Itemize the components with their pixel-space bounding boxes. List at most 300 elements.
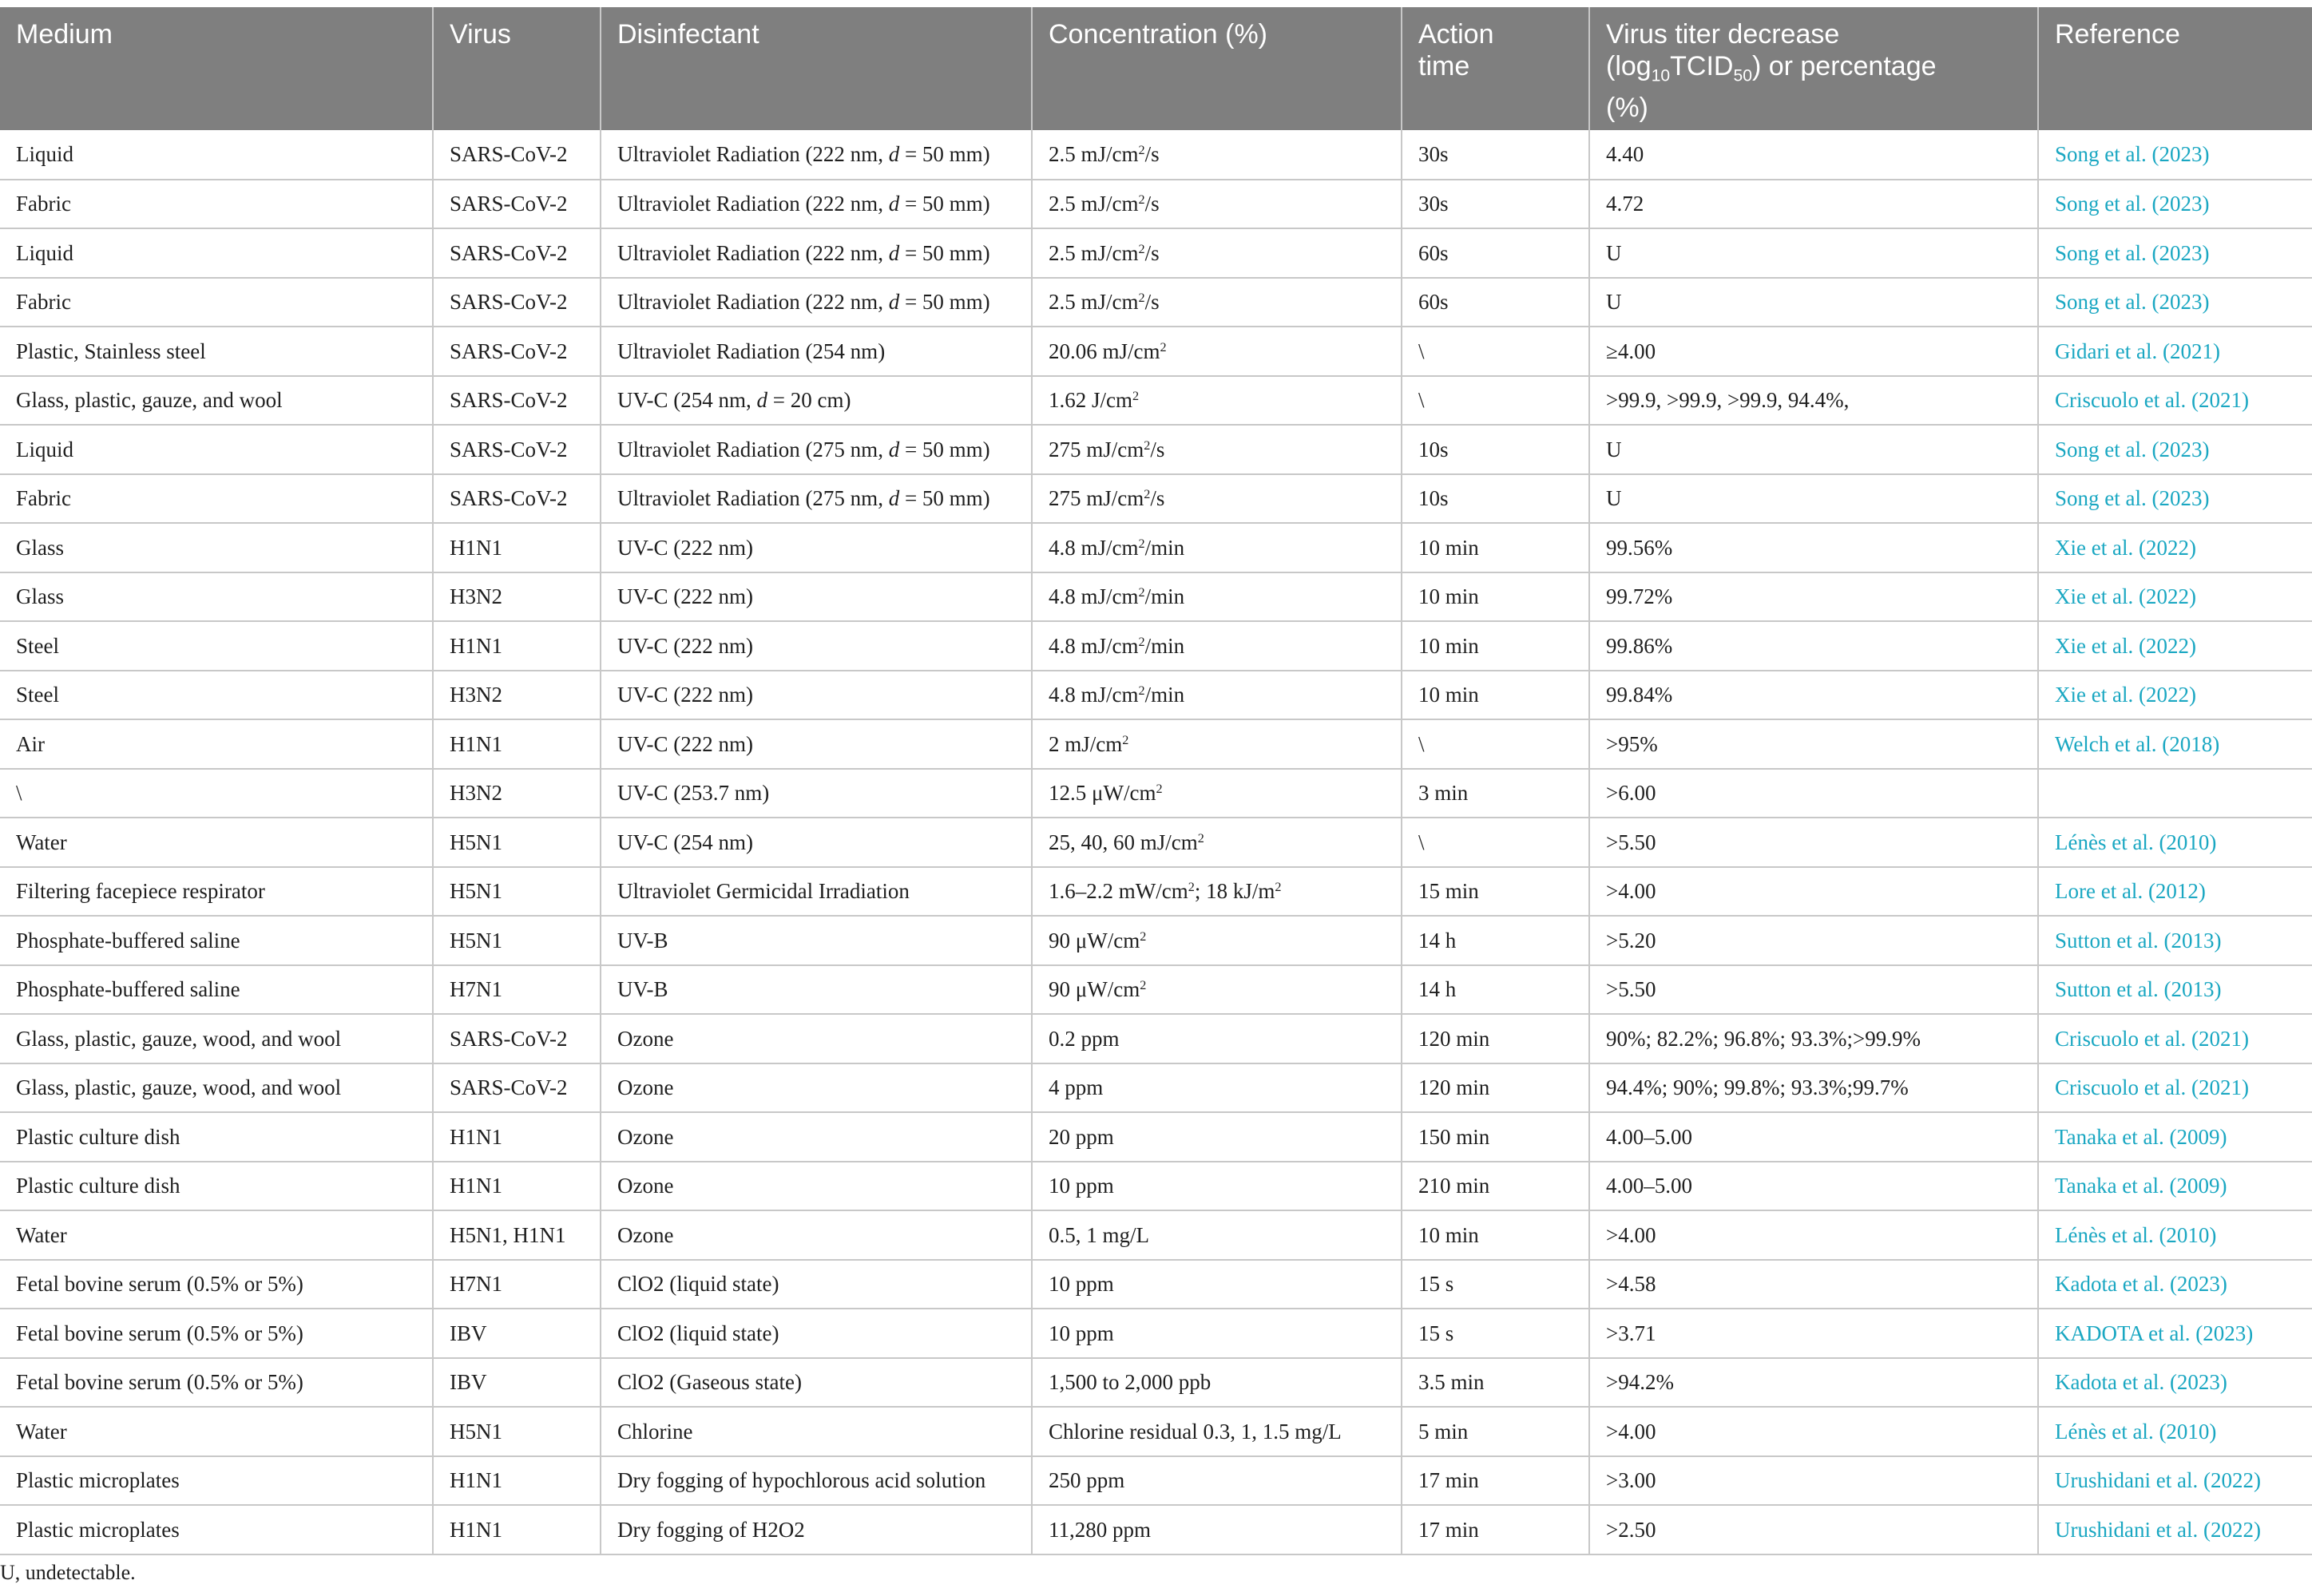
table-row [0, 1162, 2312, 1211]
disinfectant-text: ClO2 (liquid state) [617, 1321, 779, 1345]
cell-disinfectant [601, 327, 1032, 376]
disinfectant-text: UV-C (222 nm) [617, 633, 754, 658]
cell-disinfectant [601, 1358, 1032, 1408]
cell-virus: SARS-CoV-2 [433, 228, 601, 278]
cell-disinfectant [601, 130, 1032, 180]
cell-action-time: \ [1402, 719, 1589, 769]
table-row [0, 474, 2312, 524]
disinfectant-text: Ultraviolet Radiation (222 nm, [617, 142, 889, 167]
cell-titer-decrease: >6.00 [1589, 769, 2038, 818]
cell-virus: SARS-CoV-2 [433, 425, 601, 474]
disinfectant-text: UV-C (222 nm) [617, 535, 754, 560]
cell-disinfectant [601, 965, 1032, 1015]
disinfectant-text: Ultraviolet Radiation (222 nm, [617, 192, 889, 216]
cell-disinfectant [601, 278, 1032, 327]
cell-virus: H5N1, H1N1 [433, 1210, 601, 1260]
concentration-text: 250 ppm [1049, 1468, 1125, 1493]
cell-titer-decrease: 99.56% [1589, 523, 2038, 572]
cell-disinfectant [601, 1309, 1032, 1358]
concentration-text: 0.2 ppm [1049, 1026, 1120, 1051]
cell-medium: Steel [0, 621, 433, 671]
header-disinfectant: Disinfectant [601, 7, 1032, 130]
cell-medium: Glass, plastic, gauze, and wool [0, 376, 433, 426]
cell-concentration [1032, 1260, 1402, 1309]
table-body [0, 130, 2312, 1554]
cell-disinfectant [601, 671, 1032, 720]
disinfectant-text: UV-B [617, 928, 668, 952]
concentration-text: 11,280 ppm [1049, 1517, 1151, 1542]
cell-action-time: \ [1402, 327, 1589, 376]
header-virus: Virus [433, 7, 601, 130]
cell-virus: SARS-CoV-2 [433, 376, 601, 426]
disinfectant-text: UV-C (254 nm) [617, 830, 754, 854]
table-row [0, 916, 2312, 965]
disinfectant-text: Ultraviolet Radiation (254 nm) [617, 339, 886, 363]
cell-reference-link[interactable]: Song et al. (2023) [2038, 228, 2312, 278]
cell-action-time: 3 min [1402, 769, 1589, 818]
disinfectant-text: UV-C (253.7 nm) [617, 781, 770, 806]
disinfectant-text: ClO2 (Gaseous state) [617, 1370, 802, 1395]
concentration-exponent: 2 [1138, 241, 1145, 256]
cell-virus: H1N1 [433, 1505, 601, 1554]
disinfectant-text: Ultraviolet Radiation (275 nm, [617, 437, 889, 461]
cell-reference-link[interactable]: Song et al. (2023) [2038, 278, 2312, 327]
cell-reference-link [2038, 769, 2312, 818]
cell-reference-link[interactable]: Song et al. (2023) [2038, 130, 2312, 180]
cell-medium: Plastic culture dish [0, 1112, 433, 1162]
concentration-exponent: 2 [1138, 634, 1145, 649]
disinfectant-text: Ultraviolet Radiation (222 nm, [617, 290, 889, 315]
cell-medium: Air [0, 719, 433, 769]
cell-concentration [1032, 376, 1402, 426]
cell-concentration [1032, 474, 1402, 524]
cell-virus: H1N1 [433, 1112, 601, 1162]
cell-concentration [1032, 719, 1402, 769]
cell-virus: H5N1 [433, 1407, 601, 1456]
cell-concentration [1032, 965, 1402, 1015]
cell-titer-decrease: 99.86% [1589, 621, 2038, 671]
cell-disinfectant [601, 523, 1032, 572]
concentration-text: 2.5 mJ/cm [1049, 290, 1139, 315]
cell-medium: Liquid [0, 425, 433, 474]
cell-medium: Liquid [0, 130, 433, 180]
cell-medium: Fetal bovine serum (0.5% or 5%) [0, 1309, 433, 1358]
cell-disinfectant [601, 1112, 1032, 1162]
cell-reference-link[interactable]: Sutton et al. (2013) [2038, 965, 2312, 1015]
cell-titer-decrease: 90%; 82.2%; 96.8%; 93.3%;>99.9% [1589, 1014, 2038, 1063]
concentration-unit: /s [1150, 486, 1165, 511]
cell-titer-decrease: >4.00 [1589, 867, 2038, 917]
concentration-text: 10 ppm [1049, 1321, 1114, 1345]
concentration-text: 25, 40, 60 mJ/cm [1049, 830, 1198, 854]
disinfectant-text-end: = 50 mm) [899, 437, 990, 461]
concentration-exponent-2: 2 [1275, 880, 1282, 895]
cell-reference-link[interactable]: Xie et al. (2022) [2038, 523, 2312, 572]
concentration-exponent: 2 [1132, 389, 1140, 404]
cell-concentration [1032, 1407, 1402, 1456]
disinfectant-text: Ozone [617, 1124, 674, 1149]
disinfectant-text: Ozone [617, 1026, 674, 1051]
cell-titer-decrease: >94.2% [1589, 1358, 2038, 1408]
cell-virus: H1N1 [433, 719, 601, 769]
concentration-exponent: 2 [1138, 291, 1145, 306]
header-titer-line1: Virus titer decrease [1606, 19, 1840, 50]
disinfectant-text: Dry fogging of H2O2 [617, 1517, 805, 1542]
cell-concentration [1032, 523, 1402, 572]
table-row [0, 621, 2312, 671]
cell-reference-link[interactable]: Urushidani et al. (2022) [2038, 1456, 2312, 1506]
cell-reference-link[interactable]: Gidari et al. (2021) [2038, 327, 2312, 376]
table-row [0, 671, 2312, 720]
cell-titer-decrease: 4.72 [1589, 180, 2038, 229]
cell-reference-link[interactable]: Kadota et al. (2023) [2038, 1260, 2312, 1309]
cell-titer-decrease: U [1589, 425, 2038, 474]
table-row [0, 1309, 2312, 1358]
cell-concentration [1032, 130, 1402, 180]
cell-reference-link[interactable]: Lénès et al. (2010) [2038, 1210, 2312, 1260]
concentration-text: Chlorine residual 0.3, 1, 1.5 mg/L [1049, 1419, 1342, 1444]
disinfectant-text-end: = 50 mm) [899, 290, 990, 315]
cell-concentration [1032, 1358, 1402, 1408]
disinfectant-text: Dry fogging of hypochlorous acid solution [617, 1468, 986, 1493]
cell-action-time: 10s [1402, 425, 1589, 474]
cell-medium: Glass [0, 523, 433, 572]
table-row [0, 1210, 2312, 1260]
cell-titer-decrease: >95% [1589, 719, 2038, 769]
cell-medium: Plastic microplates [0, 1505, 433, 1554]
concentration-text: 1.6–2.2 mW/cm [1049, 879, 1188, 904]
cell-titer-decrease: ≥4.00 [1589, 327, 2038, 376]
cell-action-time: 14 h [1402, 965, 1589, 1015]
cell-medium: Water [0, 1407, 433, 1456]
distance-variable: d [888, 290, 900, 315]
concentration-unit: /s [1144, 240, 1160, 265]
table-row [0, 327, 2312, 376]
cell-action-time: 10 min [1402, 572, 1589, 622]
table-row [0, 867, 2312, 917]
header-row [0, 7, 2312, 130]
header-action-line1: Action [1418, 19, 1494, 50]
cell-medium: Fetal bovine serum (0.5% or 5%) [0, 1260, 433, 1309]
cell-concentration [1032, 1112, 1402, 1162]
cell-virus: IBV [433, 1309, 601, 1358]
disinfectant-text: UV-C (222 nm) [617, 731, 754, 756]
cell-action-time: \ [1402, 818, 1589, 867]
table-row [0, 425, 2312, 474]
cell-reference-link[interactable]: Lénès et al. (2010) [2038, 818, 2312, 867]
cell-medium: Glass [0, 572, 433, 622]
cell-reference-link[interactable]: Welch et al. (2018) [2038, 719, 2312, 769]
cell-action-time: 15 s [1402, 1309, 1589, 1358]
cell-action-time: \ [1402, 376, 1589, 426]
cell-virus: H5N1 [433, 818, 601, 867]
cell-titer-decrease: >5.20 [1589, 916, 2038, 965]
cell-action-time: 150 min [1402, 1112, 1589, 1162]
cell-reference-link[interactable]: Sutton et al. (2013) [2038, 916, 2312, 965]
cell-medium: Glass, plastic, gauze, wood, and wool [0, 1063, 433, 1113]
cell-virus: H7N1 [433, 1260, 601, 1309]
cell-reference-link[interactable]: KADOTA et al. (2023) [2038, 1309, 2312, 1358]
concentration-exponent: 2 [1140, 929, 1147, 944]
concentration-exponent: 2 [1138, 143, 1145, 158]
cell-concentration [1032, 228, 1402, 278]
cell-reference-link[interactable]: Tanaka et al. (2009) [2038, 1162, 2312, 1211]
disinfectant-text-end: = 50 mm) [899, 192, 990, 216]
cell-virus: H1N1 [433, 621, 601, 671]
cell-virus: H1N1 [433, 1162, 601, 1211]
cell-action-time: 30s [1402, 180, 1589, 229]
disinfectant-text: UV-B [617, 977, 668, 1002]
concentration-exponent: 2 [1138, 192, 1145, 208]
cell-concentration [1032, 327, 1402, 376]
cell-virus: H3N2 [433, 769, 601, 818]
cell-virus: H7N1 [433, 965, 601, 1015]
cell-medium: Plastic microplates [0, 1456, 433, 1506]
concentration-unit: /min [1144, 535, 1185, 560]
cell-concentration [1032, 1309, 1402, 1358]
cell-reference-link[interactable]: Xie et al. (2022) [2038, 621, 2312, 671]
distance-variable: d [888, 240, 900, 265]
concentration-unit: ; 18 kJ/m [1194, 879, 1275, 904]
cell-disinfectant [601, 1260, 1032, 1309]
cell-virus: H5N1 [433, 916, 601, 965]
cell-reference-link[interactable]: Song et al. (2023) [2038, 474, 2312, 524]
cell-concentration [1032, 1210, 1402, 1260]
concentration-text: 2.5 mJ/cm [1049, 142, 1139, 167]
distance-variable: d [888, 486, 900, 511]
cell-disinfectant [601, 1456, 1032, 1506]
table-row [0, 1260, 2312, 1309]
concentration-text: 4 ppm [1049, 1075, 1104, 1100]
cell-titer-decrease: 4.00–5.00 [1589, 1162, 2038, 1211]
concentration-exponent: 2 [1160, 339, 1167, 354]
concentration-unit: /s [1144, 192, 1160, 216]
header-titer-decrease [1589, 7, 2038, 130]
cell-disinfectant [601, 621, 1032, 671]
table-row [0, 376, 2312, 426]
cell-reference-link[interactable]: Kadota et al. (2023) [2038, 1358, 2312, 1408]
concentration-text: 4.8 mJ/cm [1049, 584, 1139, 609]
cell-medium: Fabric [0, 278, 433, 327]
cell-concentration [1032, 1063, 1402, 1113]
disinfectant-text-end: = 20 cm) [767, 388, 851, 413]
concentration-exponent: 2 [1144, 487, 1151, 502]
table-row [0, 769, 2312, 818]
disinfectant-text: Ozone [617, 1222, 674, 1247]
cell-reference-link[interactable]: Criscuolo et al. (2021) [2038, 1014, 2312, 1063]
concentration-text: 4.8 mJ/cm [1049, 683, 1139, 707]
disinfectant-text: ClO2 (liquid state) [617, 1272, 779, 1297]
cell-concentration [1032, 867, 1402, 917]
cell-action-time: 17 min [1402, 1456, 1589, 1506]
cell-titer-decrease: 4.40 [1589, 130, 2038, 180]
table-row [0, 228, 2312, 278]
cell-medium: \ [0, 769, 433, 818]
concentration-unit: /min [1144, 633, 1185, 658]
concentration-exponent: 2 [1122, 732, 1129, 747]
concentration-exponent: 2 [1138, 585, 1145, 600]
cell-action-time: 10 min [1402, 671, 1589, 720]
header-reference: Reference [2038, 7, 2312, 130]
cell-reference-link[interactable]: Song et al. (2023) [2038, 180, 2312, 229]
cell-disinfectant [601, 228, 1032, 278]
concentration-text: 12.5 μW/cm [1049, 781, 1156, 806]
cell-disinfectant [601, 719, 1032, 769]
cell-reference-link[interactable]: Tanaka et al. (2009) [2038, 1112, 2312, 1162]
concentration-text: 90 μW/cm [1049, 928, 1140, 952]
cell-concentration [1032, 278, 1402, 327]
cell-concentration [1032, 769, 1402, 818]
cell-disinfectant [601, 867, 1032, 917]
table-row [0, 1014, 2312, 1063]
concentration-text: 2 mJ/cm [1049, 731, 1123, 756]
cell-action-time: 14 h [1402, 916, 1589, 965]
cell-titer-decrease: 94.4%; 90%; 99.8%; 93.3%;99.7% [1589, 1063, 2038, 1113]
cell-virus: H3N2 [433, 572, 601, 622]
distance-variable: d [888, 192, 900, 216]
disinfectant-text: UV-C (222 nm) [617, 683, 754, 707]
concentration-text: 90 μW/cm [1049, 977, 1140, 1002]
distance-variable: d [888, 437, 900, 461]
cell-titer-decrease: U [1589, 228, 2038, 278]
concentration-text: 20 ppm [1049, 1124, 1114, 1149]
disinfectant-text: Ultraviolet Germicidal Irradiation [617, 879, 910, 904]
table-row [0, 180, 2312, 229]
cell-reference-link[interactable]: Urushidani et al. (2022) [2038, 1505, 2312, 1554]
table-row [0, 818, 2312, 867]
header-titer-sub2: 50 [1733, 66, 1752, 85]
cell-medium: Phosphate-buffered saline [0, 965, 433, 1015]
concentration-text: 275 mJ/cm [1049, 437, 1144, 461]
cell-medium: Filtering facepiece respirator [0, 867, 433, 917]
cell-action-time: 30s [1402, 130, 1589, 180]
cell-titer-decrease: 4.00–5.00 [1589, 1112, 2038, 1162]
cell-medium: Glass, plastic, gauze, wood, and wool [0, 1014, 433, 1063]
cell-action-time: 60s [1402, 228, 1589, 278]
disinfectant-text-end: = 50 mm) [899, 142, 990, 167]
disinfectant-text: Ultraviolet Radiation (222 nm, [617, 240, 889, 265]
cell-concentration [1032, 425, 1402, 474]
cell-action-time: 210 min [1402, 1162, 1589, 1211]
disinfectant-text: UV-C (222 nm) [617, 584, 754, 609]
concentration-unit: /min [1144, 683, 1185, 707]
concentration-exponent: 2 [1197, 830, 1204, 846]
table-row [0, 1358, 2312, 1408]
cell-reference-link[interactable]: Xie et al. (2022) [2038, 671, 2312, 720]
cell-concentration [1032, 818, 1402, 867]
table-row [0, 523, 2312, 572]
cell-concentration [1032, 572, 1402, 622]
cell-disinfectant [601, 1407, 1032, 1456]
concentration-text: 1.62 J/cm [1049, 388, 1132, 413]
concentration-unit: /min [1144, 584, 1185, 609]
concentration-unit: /s [1144, 290, 1160, 315]
header-medium: Medium [0, 7, 433, 130]
header-titer-pre: (log [1606, 51, 1652, 81]
concentration-unit: /s [1150, 437, 1165, 461]
cell-reference-link[interactable]: Song et al. (2023) [2038, 425, 2312, 474]
concentration-text: 20.06 mJ/cm [1049, 339, 1160, 363]
concentration-text: 4.8 mJ/cm [1049, 535, 1139, 560]
cell-action-time: 60s [1402, 278, 1589, 327]
cell-reference-link[interactable]: Criscuolo et al. (2021) [2038, 376, 2312, 426]
cell-reference-link[interactable]: Lénès et al. (2010) [2038, 1407, 2312, 1456]
cell-virus: H1N1 [433, 523, 601, 572]
cell-medium: Plastic, Stainless steel [0, 327, 433, 376]
footnote: U, undetectable. [0, 1561, 136, 1584]
cell-virus: SARS-CoV-2 [433, 327, 601, 376]
cell-concentration [1032, 671, 1402, 720]
cell-concentration [1032, 916, 1402, 965]
concentration-text: 1,500 to 2,000 ppb [1049, 1370, 1212, 1395]
cell-titer-decrease: >5.50 [1589, 965, 2038, 1015]
concentration-text: 0.5, 1 mg/L [1049, 1222, 1149, 1247]
cell-disinfectant [601, 425, 1032, 474]
cell-concentration [1032, 621, 1402, 671]
cell-concentration [1032, 1014, 1402, 1063]
cell-disinfectant [601, 818, 1032, 867]
table-row [0, 1456, 2312, 1506]
cell-action-time: 10s [1402, 474, 1589, 524]
cell-titer-decrease: >2.50 [1589, 1505, 2038, 1554]
concentration-exponent: 2 [1188, 880, 1195, 895]
cell-medium: Phosphate-buffered saline [0, 916, 433, 965]
cell-concentration [1032, 180, 1402, 229]
cell-medium: Fetal bovine serum (0.5% or 5%) [0, 1358, 433, 1408]
cell-disinfectant [601, 1014, 1032, 1063]
cell-titer-decrease: 99.72% [1589, 572, 2038, 622]
cell-action-time: 120 min [1402, 1014, 1589, 1063]
cell-virus: SARS-CoV-2 [433, 130, 601, 180]
cell-medium: Steel [0, 671, 433, 720]
cell-virus: SARS-CoV-2 [433, 278, 601, 327]
cell-action-time: 10 min [1402, 621, 1589, 671]
cell-titer-decrease: >4.00 [1589, 1210, 2038, 1260]
cell-action-time: 5 min [1402, 1407, 1589, 1456]
cell-reference-link[interactable]: Criscuolo et al. (2021) [2038, 1063, 2312, 1113]
header-titer-sub1: 10 [1651, 66, 1671, 85]
disinfectant-text: Ozone [617, 1075, 674, 1100]
cell-virus: SARS-CoV-2 [433, 474, 601, 524]
cell-reference-link[interactable]: Xie et al. (2022) [2038, 572, 2312, 622]
cell-concentration [1032, 1162, 1402, 1211]
cell-titer-decrease: >3.00 [1589, 1456, 2038, 1506]
cell-medium: Fabric [0, 474, 433, 524]
table-row [0, 130, 2312, 180]
cell-disinfectant [601, 572, 1032, 622]
concentration-text: 4.8 mJ/cm [1049, 633, 1139, 658]
table-row [0, 572, 2312, 622]
cell-concentration [1032, 1505, 1402, 1554]
cell-medium: Fabric [0, 180, 433, 229]
cell-titer-decrease: U [1589, 474, 2038, 524]
cell-reference-link[interactable]: Lore et al. (2012) [2038, 867, 2312, 917]
concentration-exponent: 2 [1144, 438, 1151, 453]
cell-disinfectant [601, 376, 1032, 426]
disinfectant-text-end: = 50 mm) [899, 240, 990, 265]
cell-disinfectant [601, 769, 1032, 818]
concentration-text: 10 ppm [1049, 1272, 1114, 1297]
cell-disinfectant [601, 916, 1032, 965]
concentration-text: 2.5 mJ/cm [1049, 192, 1139, 216]
cell-medium: Liquid [0, 228, 433, 278]
cell-action-time: 10 min [1402, 1210, 1589, 1260]
cell-medium: Plastic culture dish [0, 1162, 433, 1211]
disinfection-table [0, 7, 2312, 1555]
cell-action-time: 10 min [1402, 523, 1589, 572]
disinfectant-text: Ultraviolet Radiation (275 nm, [617, 486, 889, 511]
distance-variable: d [756, 388, 768, 413]
